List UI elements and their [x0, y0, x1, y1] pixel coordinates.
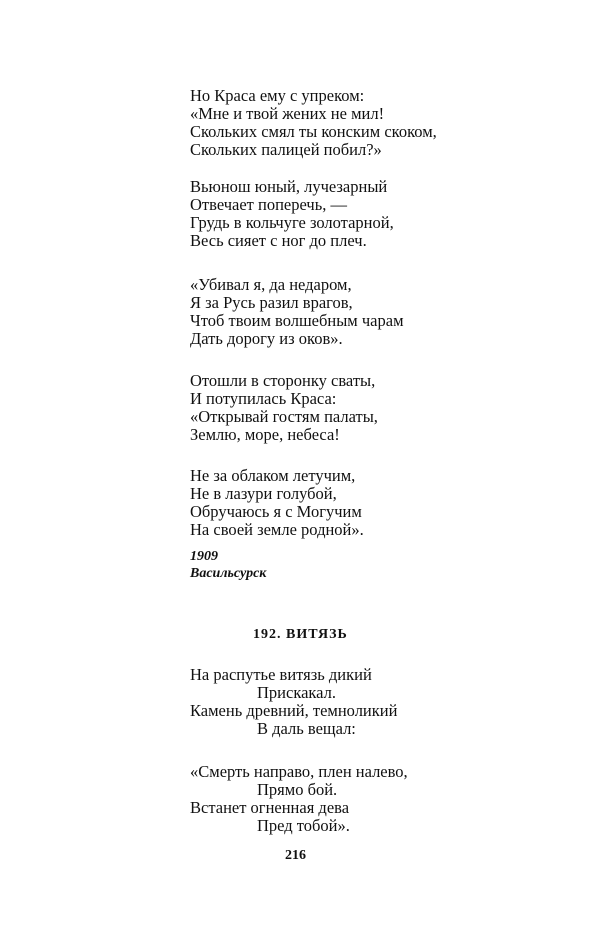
verse-line: Отвечает поперечь, — [190, 195, 347, 214]
stanza-2 [190, 763, 408, 835]
verse-line: Прискакал. [257, 683, 337, 702]
verse-line: Чтоб твоим волшебным чарам [190, 311, 404, 330]
verse-line: Прямо бой. [257, 780, 338, 799]
verse-line: Весь сияет с ног до плеч. [190, 231, 367, 250]
verse-line: Но Краса ему с упреком: [190, 86, 365, 105]
stanza-3 [190, 276, 404, 348]
verse-line: Камень древний, темноликий [190, 701, 398, 720]
verse-line: Я за Русь разил врагов, [190, 293, 353, 312]
verse-line: Встанет огненная дева [190, 798, 350, 817]
verse-line: Землю, море, небеса! [190, 425, 340, 444]
verse-line: Пред тобой». [257, 816, 350, 835]
verse-line: Скольких палицей побил?» [190, 140, 382, 159]
stanza-4 [190, 372, 378, 444]
stanza-1 [190, 666, 397, 738]
stanza-2 [190, 178, 394, 250]
verse-line: «Открывай гостям палаты, [190, 407, 378, 426]
poem-dateline [190, 548, 266, 582]
verse-line: «Смерть направо, плен налево, [190, 762, 408, 781]
poem-place: Васильсурск [190, 566, 267, 581]
verse-line: Не в лазури голубой, [190, 484, 337, 503]
verse-line: И потупилась Краса: [190, 389, 337, 408]
verse-line: Отошли в сторонку сваты, [190, 371, 376, 390]
verse-line: Грудь в кольчуге золотарной, [190, 213, 394, 232]
verse-line: В даль вещал: [257, 719, 356, 738]
stanza-5 [190, 467, 364, 539]
verse-line: Не за облаком летучим, [190, 466, 356, 485]
poem-title: 192. ВИТЯЗЬ [253, 627, 348, 642]
page-number: 216 [285, 848, 306, 863]
verse-line: Вьюнош юный, лучезарный [190, 177, 388, 196]
verse-line: «Убивал я, да недаром, [190, 275, 352, 294]
verse-line: На распутье витязь дикий [190, 665, 372, 684]
stanza-1 [190, 87, 437, 159]
poem-year: 1909 [190, 549, 218, 564]
verse-line: Дать дорогу из оков». [190, 329, 343, 348]
verse-line: «Мне и твой жених не мил! [190, 104, 385, 123]
verse-line: Обручаюсь я с Могучим [190, 502, 362, 521]
verse-line: Скольких смял ты конским скоком, [190, 122, 437, 141]
verse-line: На своей земле родной». [190, 520, 364, 539]
